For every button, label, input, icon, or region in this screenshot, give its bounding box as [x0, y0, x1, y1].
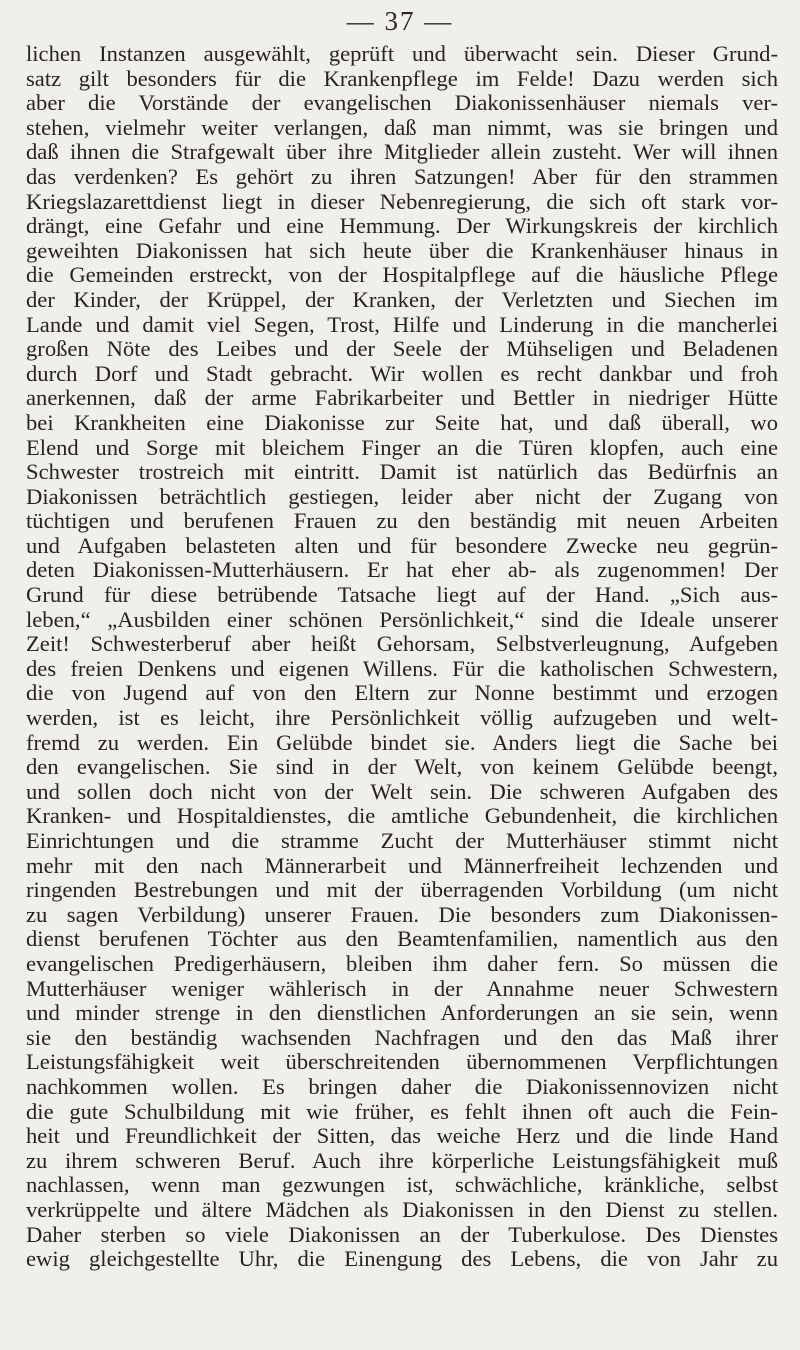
text-line: deten Diakonissen-Mutterhäusern. Er hat eher ab- als zugenommen! Der	[26, 558, 778, 583]
text-line: des freien Denkens und eigenen Willens. Für die katholischen Schwestern,	[26, 656, 778, 681]
text-line: bei Krankheiten eine Diakonisse zur Seite hat, und daß überall, wo	[26, 410, 778, 435]
text-line: evangelischen Predigerhäusern, bleiben ihm daher fern. So müssen die	[26, 951, 778, 976]
text-line: Kriegslazarettdienst liegt in dieser Nebenregierung, die sich oft stark vor-	[26, 189, 778, 214]
text-line: sie den beständig wachsenden Nachfragen und den das Maß ihrer	[26, 1025, 778, 1050]
text-line: Lande und damit viel Segen, Trost, Hilfe und Linderung in die mancherlei	[26, 312, 778, 337]
text-line: der Kinder, der Krüppel, der Kranken, der Verletzten und Siechen im	[26, 287, 778, 312]
text-line: anerkennen, daß der arme Fabrikarbeiter und Bettler in niedriger Hütte	[26, 386, 778, 411]
text-line: und sollen doch nicht von der Welt sein. Die schweren Aufgaben des	[26, 779, 778, 804]
text-line: und minder strenge in den dienstlichen Anforderungen an sie sein, wenn	[26, 1001, 778, 1026]
text-line: tüchtigen und berufenen Frauen zu den beständig mit neuen Arbeiten	[26, 509, 778, 534]
text-line: verkrüppelte und ältere Mädchen als Diakonissen in den Dienst zu stellen.	[26, 1197, 778, 1222]
text-line: zu sagen Verbildung) unserer Frauen. Die besonders zum Diakonissen-	[26, 902, 778, 927]
text-line: die gute Schulbildung mit wie früher, es fehlt ihnen oft auch die Fein-	[26, 1099, 778, 1124]
text-line: Zeit! Schwesterberuf aber heißt Gehorsam, Selbstverleugnung, Aufgeben	[26, 632, 778, 657]
text-line: daß ihnen die Strafgewalt über ihre Mitglieder allein zusteht. Wer will ihnen	[26, 140, 778, 165]
text-line: nachlassen, wenn man gezwungen ist, schwächliche, kränkliche, selbst	[26, 1173, 778, 1198]
text-line: Grund für diese betrübende Tatsache liegt auf der Hand. „Sich aus-	[26, 583, 778, 608]
text-line: und Aufgaben belasteten alten und für besondere Zwecke neu gegrün-	[26, 533, 778, 558]
text-line: Elend und Sorge mit bleichem Finger an die Türen klopfen, auch eine	[26, 435, 778, 460]
text-line: ringenden Bestrebungen und mit der überragenden Vorbildung (um nicht	[26, 878, 778, 903]
body-text	[26, 42, 778, 1272]
text-line: Daher sterben so viele Diakonissen an der Tuberkulose. Des Dienstes	[26, 1222, 778, 1247]
text-line: geweihten Diakonissen hat sich heute über die Krankenhäuser hinaus in	[26, 238, 778, 263]
text-line: großen Nöte des Leibes und der Seele der Mühseligen und Beladenen	[26, 337, 778, 362]
text-line: werden, ist es leicht, ihre Persönlichkeit völlig aufzugeben und welt-	[26, 706, 778, 731]
text-line: aber die Vorstände der evangelischen Diakonissenhäuser niemals ver-	[26, 91, 778, 116]
text-line: fremd zu werden. Ein Gelübde bindet sie. Anders liegt die Sache bei	[26, 730, 778, 755]
text-line: den evangelischen. Sie sind in der Welt, von keinem Gelübde beengt,	[26, 755, 778, 780]
text-line: zu ihrem schweren Beruf. Auch ihre körperliche Leistungsfähigkeit muß	[26, 1148, 778, 1173]
text-line: mehr mit den nach Männerarbeit und Männerfreiheit lechzenden und	[26, 853, 778, 878]
page-number: — 37 —	[346, 6, 454, 36]
text-line: durch Dorf und Stadt gebracht. Wir wollen es recht dankbar und froh	[26, 361, 778, 386]
text-line: stehen, vielmehr weiter verlangen, daß man nimmt, was sie bringen und	[26, 115, 778, 140]
text-line: ewig gleichgestellte Uhr, die Einengung des Lebens, die von Jahr zu	[26, 1247, 778, 1272]
text-line: Leistungsfähigkeit weit überschreitenden übernommenen Verpflichtungen	[26, 1050, 778, 1075]
text-line: dienst berufenen Töchter aus den Beamtenfamilien, namentlich aus den	[26, 927, 778, 952]
text-line: satz gilt besonders für die Krankenpflege im Felde! Dazu werden sich	[26, 66, 778, 91]
text-line: Diakonissen beträchtlich gestiegen, leider aber nicht der Zugang von	[26, 484, 778, 509]
text-line: nachkommen wollen. Es bringen daher die Diakonissennovizen nicht	[26, 1074, 778, 1099]
text-line: heit und Freundlichkeit der Sitten, das weiche Herz und die linde Hand	[26, 1124, 778, 1149]
text-line: Kranken- und Hospitaldienstes, die amtliche Gebundenheit, die kirchlichen	[26, 804, 778, 829]
text-line: die von Jugend auf von den Eltern zur Nonne bestimmt und erzogen	[26, 681, 778, 706]
text-line: drängt, eine Gefahr und eine Hemmung. Der Wirkungskreis der kirchlich	[26, 214, 778, 239]
text-line: Einrichtungen und die stramme Zucht der Mutterhäuser stimmt nicht	[26, 829, 778, 853]
text-line: lichen Instanzen ausgewählt, geprüft und überwacht sein. Dieser Grund-	[26, 42, 778, 66]
text-line: die Gemeinden erstreckt, von der Hospitalpflege auf die häusliche Pflege	[26, 263, 778, 288]
text-line: das verdenken? Es gehört zu ihren Satzungen! Aber für den strammen	[26, 164, 778, 189]
text-line: leben,“ „Ausbilden einer schönen Persönlichkeit,“ sind die Ideale unserer	[26, 607, 778, 632]
text-line: Schwester trostreich mit eintritt. Damit ist natürlich das Bedürfnis an	[26, 460, 778, 485]
text-line: Mutterhäuser weniger wählerisch in der Annahme neuer Schwestern	[26, 976, 778, 1001]
